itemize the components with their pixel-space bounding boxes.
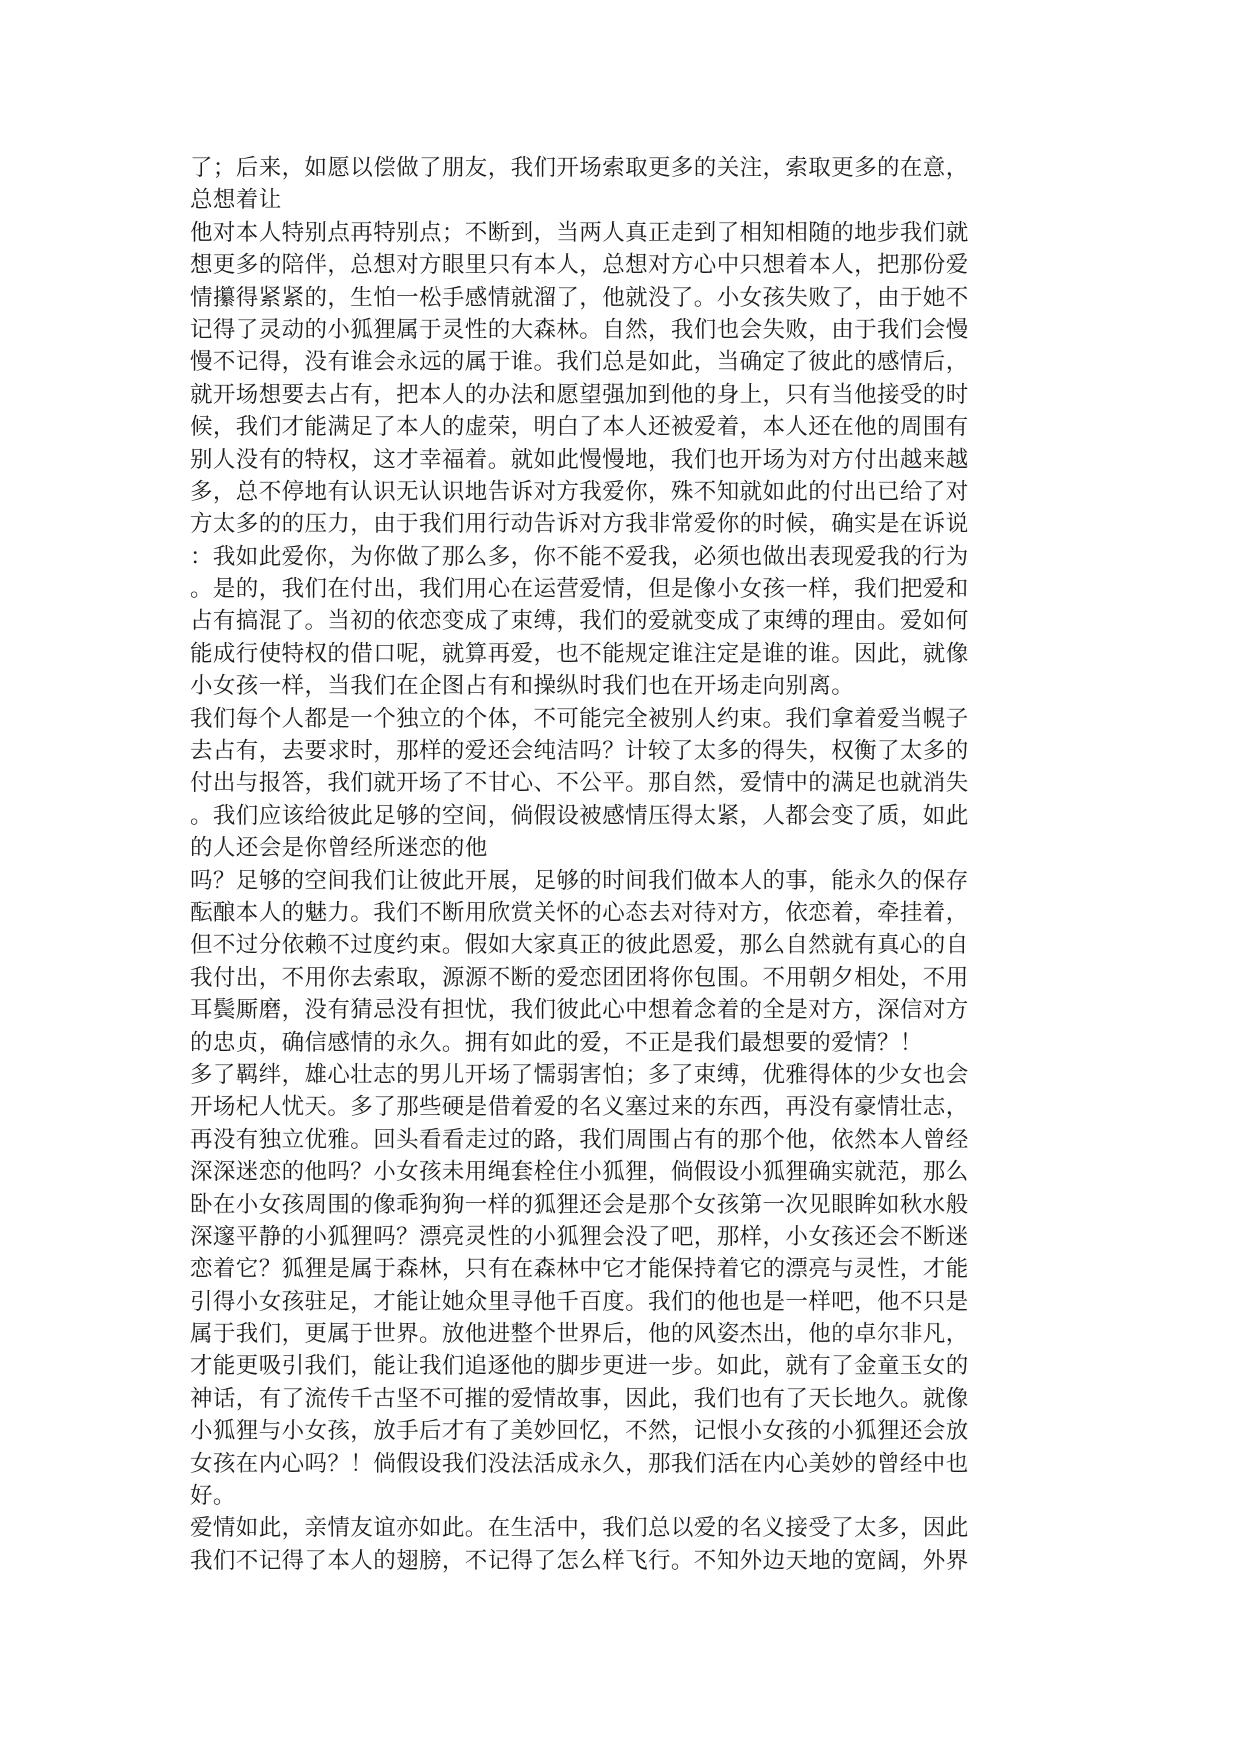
text-line: 记得了灵动的小狐狸属于灵性的大森林。自然，我们也会失败，由于我们会慢: [190, 316, 969, 343]
text-line: ：我如此爱你，为你做了那么多，你不能不爱我，必须也做出表现爱我的行为: [190, 543, 969, 570]
text-line: 就开场想要去占有，把本人的办法和愿望强加到他的身上，只有当他接受的时: [190, 381, 969, 408]
text-line: 别人没有的特权，这才幸福着。就如此慢慢地，我们也开场为对方付出越来越: [190, 446, 969, 473]
text-line: 能成行使特权的借口呢，就算再爱，也不能规定谁注定是谁的谁。因此，就像: [190, 640, 969, 667]
text-line: 的人还会是你曾经所迷恋的他: [190, 835, 488, 862]
text-line: 了；后来，如愿以偿做了朋友，我们开场索取更多的关注，索取更多的在意，: [190, 155, 969, 181]
text-line: 候，我们才能满足了本人的虚荣，明白了本人还被爱着，本人还在他的周围有: [190, 414, 969, 441]
text-line: 我们每个人都是一个独立的个体，不可能完全被别人约束。我们拿着爱当幌子: [190, 705, 969, 732]
text-line: 深深迷恋的他吗？小女孩未用绳套栓住小狐狸，倘假设小狐狸确实就范，那么: [190, 1159, 969, 1186]
text-line: 我们不记得了本人的翅膀，不记得了怎么样飞行。不知外边天地的宽阔，外界: [190, 1547, 969, 1574]
text-line: 开场杞人忧天。多了那些硬是借着爱的名义塞过来的东西，再没有豪情壮志，: [190, 1094, 969, 1121]
text-line: 慢不记得，没有谁会永远的属于谁。我们总是如此，当确定了彼此的感情后，: [190, 349, 969, 376]
text-line: 多了羁绊，雄心壮志的男儿开场了懦弱害怕；多了束缚，优雅得体的少女也会: [190, 1061, 969, 1088]
text-line: 的忠贞，确信感情的永久。拥有如此的爱，不正是我们最想要的爱情？！: [190, 1029, 923, 1056]
text-line: 多，总不停地有认识无认识地告诉对方我爱你，殊不知就如此的付出已给了对: [190, 478, 969, 505]
text-line: 。是的，我们在付出，我们用心在运营爱情，但是像小女孩一样，我们把爱和: [190, 576, 969, 603]
text-line: 他对本人特别点再特别点；不断到，当两人真正走到了相知相随的地步我们就: [190, 219, 969, 246]
text-line: 属于我们，更属于世界。放他进整个世界后，他的风姿杰出，他的卓尔非凡，: [190, 1321, 969, 1348]
text-line: 神话，有了流传千古坚不可摧的爱情故事，因此，我们也有了天长地久。就像: [190, 1385, 969, 1412]
text-line: 才能更吸引我们，能让我们追逐他的脚步更进一步。如此，就有了金童玉女的: [190, 1353, 969, 1380]
text-line: 恋着它？狐狸是属于森林，只有在森林中它才能保持着它的漂亮与灵性，才能: [190, 1256, 969, 1283]
text-line: 小狐狸与小女孩，放手后才有了美妙回忆，不然，记恨小女孩的小狐狸还会放: [190, 1418, 969, 1445]
text-line: 情攥得紧紧的，生怕一松手感情就溜了，他就没了。小女孩失败了，由于她不: [190, 284, 969, 311]
text-line: 占有搞混了。当初的依恋变成了束缚，我们的爱就变成了束缚的理由。爱如何: [190, 608, 969, 635]
text-line: 深邃平静的小狐狸吗？漂亮灵性的小狐狸会没了吧，那样，小女孩还会不断迷: [190, 1223, 969, 1250]
text-line: 耳鬓厮磨，没有猜忌没有担忧，我们彼此心中想着念着的全是对方，深信对方: [190, 997, 969, 1024]
text-line: 再没有独立优雅。回头看看走过的路，我们周围占有的那个他，依然本人曾经: [190, 1126, 969, 1153]
text-line: 我付出，不用你去索取，源源不断的爱恋团团将你包围。不用朝夕相处，不用: [190, 964, 969, 991]
text-line: 小女孩一样，当我们在企图占有和操纵时我们也在开场走向别离。: [190, 673, 855, 700]
text-line: 爱情如此，亲情友谊亦如此。在生活中，我们总以爱的名义接受了太多，因此: [190, 1515, 969, 1542]
text-line: 卧在小女孩周围的像乖狗狗一样的狐狸还会是那个女孩第一次见眼眸如秋水般: [190, 1191, 969, 1218]
text-line: 吗？足够的空间我们让彼此开展，足够的时间我们做本人的事，能永久的保存: [190, 867, 969, 894]
text-line: 付出与报答，我们就开场了不甘心、不公平。那自然，爱情中的满足也就消失: [190, 770, 969, 797]
text-line: 方太多的的压力，由于我们用行动告诉对方我非常爱你的时候，确实是在诉说: [190, 511, 969, 538]
text-line: 引得小女孩驻足，才能让她众里寻他千百度。我们的他也是一样吧，他不只是: [190, 1288, 969, 1315]
text-line: 酝酿本人的魅力。我们不断用欣赏关怀的心态去对待对方，依恋着，牵挂着，: [190, 899, 969, 926]
text-line: 但不过分依赖不过度约束。假如大家真正的彼此恩爱，那么自然就有真心的自: [190, 932, 969, 959]
text-line: 。我们应该给彼此足够的空间，倘假设被感情压得太紧，人都会变了质，如此: [190, 802, 969, 829]
text-line: 想更多的陪伴，总想对方眼里只有本人，总想对方心中只想着本人，把那份爱: [190, 252, 969, 279]
text-line: 女孩在内心吗？！倘假设我们没法活成永久，那我们活在内心美妙的曾经中也: [190, 1450, 969, 1477]
text-line: 去占有，去要求时，那样的爱还会纯洁吗？计较了太多的得失，权衡了太多的: [190, 738, 969, 765]
body-text: [190, 152, 1040, 1577]
text-line: 好。: [190, 1483, 236, 1510]
text-line: 总想着让: [190, 187, 282, 214]
